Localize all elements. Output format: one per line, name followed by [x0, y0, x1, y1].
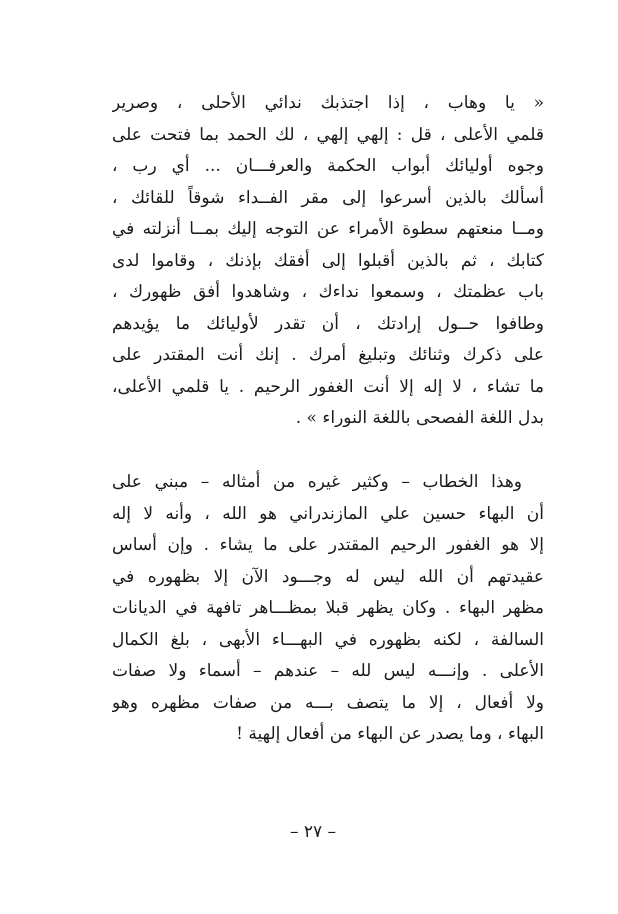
text-line: باب عظمتك ، وسمعوا نداءك ، وشاهدوا أفق ظهورك ،	[112, 282, 544, 302]
text-line: البهاء ، وما يصدر عن البهاء من أفعال إلهية !	[236, 724, 544, 744]
text-line: كتابك ، ثم بالذين أقبلوا إلى أفقك بإذنك ، وقاموا لدى	[112, 250, 544, 271]
paragraph-commentary	[112, 467, 544, 751]
text-line: « يا وهاب ، إذا اجتذبك ندائي الأحلى ، وصرير	[112, 93, 544, 113]
paragraph-quote	[112, 88, 544, 435]
text-line: وطافوا حــول إرادتك ، أن تقدر لأوليائك ما يؤيدهم	[112, 313, 544, 334]
text-line: أسألك بالذين أسرعوا إلى مقر الفــداء شوقاً للقائك ،	[112, 187, 544, 208]
text-line: وهذا الخطاب – وكثير غيره من أمثاله – مبني على	[112, 472, 522, 492]
text-line: على ذكرك وثنائك وتبليغ أمرك . إنك أنت المقتدر على	[112, 345, 544, 365]
text-line: عقيدتهم أن الله ليس له وجـــود الآن إلا بظهوره في	[112, 566, 544, 587]
text-line: إلا هو الغفور الرحيم المقتدر على ما يشاء . وإن أساس	[112, 535, 544, 555]
text-line: ولا أفعال ، إلا ما يتصف بـــه من صفات مظهره وهو	[112, 692, 544, 713]
text-line: وجوه أوليائك أبواب الحكمة والعرفـــان ... أي رب ،	[112, 156, 544, 176]
text-line: أن البهاء حسين علي المازندراني هو الله ، وأنه لا إله	[112, 503, 544, 524]
text-line: الأعلى . وإنـــه ليس لله – عندهم – أسماء ولا صفات	[112, 661, 544, 681]
text-line: مظهر البهاء . وكان يظهر قبلا بمظـــاهر تافهة في الديانات	[112, 598, 544, 618]
text-line: قلمي الأعلى ، قل : إلهي إلهي ، لك الحمد بما فتحت على	[112, 124, 544, 145]
page-number: – ٢٧ –	[289, 822, 337, 842]
text-line: السالفة ، لكنه بظهوره في البهـــاء الأبهى ، بلغ الكمال	[112, 629, 544, 650]
text-line: بدل اللغة الفصحى باللغة النوراء » .	[295, 408, 544, 428]
text-line: ومــا منعتهم سطوة الأمراء عن التوجه إليك بمــا أنزلته في	[112, 219, 544, 239]
text-line: ما تشاء ، لا إله إلا أنت الغفور الرحيم . يا قلمي الأعلى،	[112, 376, 544, 397]
